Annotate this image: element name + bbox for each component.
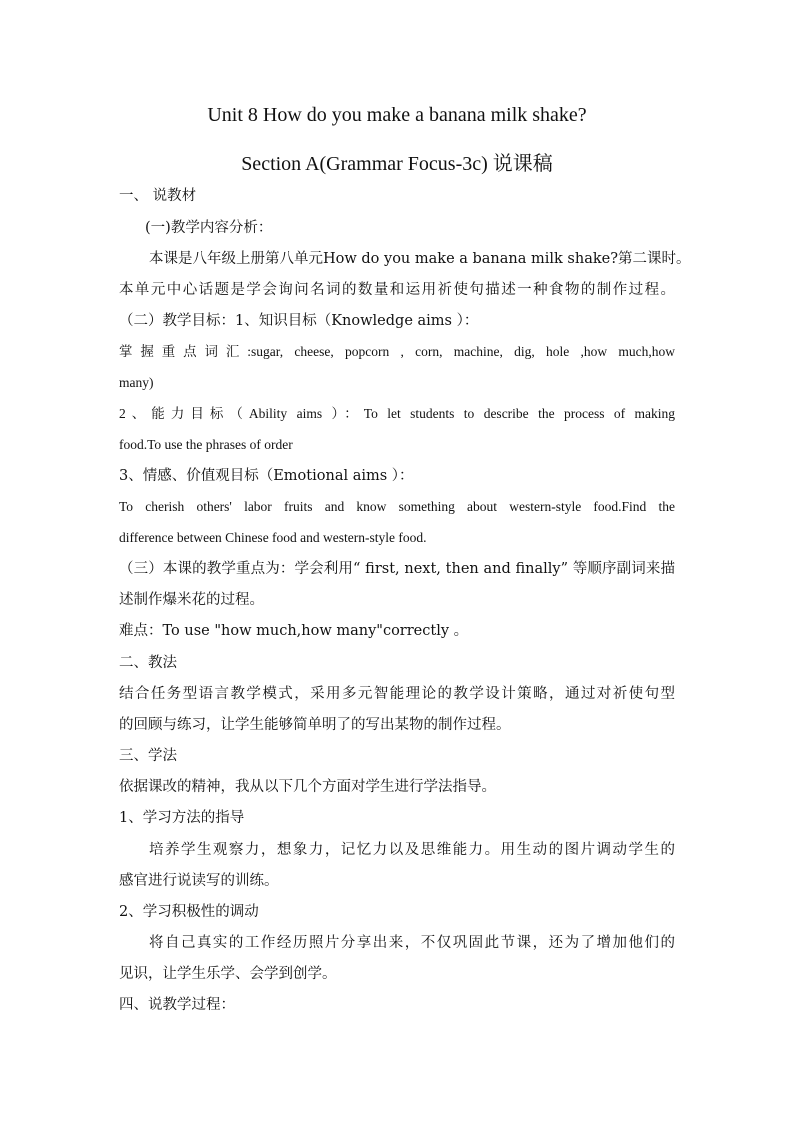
paragraph-line: difference between Chinese food and western-style food. bbox=[119, 530, 427, 545]
subsection-heading: （二）教学目标：1、知识目标（Knowledge aims ）： bbox=[119, 313, 479, 329]
paragraph-line: 难点：To use "how much,how many"correctly 。 bbox=[119, 623, 469, 639]
paragraph-line: 述制作爆米花的过程。 bbox=[119, 592, 264, 608]
paragraph-line: （三）本课的教学重点为：学会利用“ first, next, then and finally” 等顺序副词来描 bbox=[119, 561, 675, 577]
list-item-heading: 1、学习方法的指导 bbox=[119, 810, 245, 826]
paragraph-line: 2、能力目标（Ability aims ）：To let students to describe the process of making bbox=[119, 406, 675, 421]
paragraph-line: 3、情感、价值观目标（Emotional aims ）： bbox=[119, 468, 414, 484]
section-heading-1: 一、 说教材 bbox=[119, 188, 197, 204]
paragraph-line: 的回顾与练习，让学生能够简单明了的写出某物的制作过程。 bbox=[119, 717, 511, 733]
paragraph-line: many) bbox=[119, 375, 154, 390]
paragraph-line: 见识，让学生乐学、会学到创学。 bbox=[119, 966, 337, 982]
list-item-heading: 2、学习积极性的调动 bbox=[119, 904, 259, 920]
paragraph-line: 结合任务型语言教学模式，采用多元智能理论的教学设计策略，通过对祈使句型 bbox=[119, 686, 675, 702]
paragraph-line: 掌握重点词汇:sugar, cheese, popcorn , corn, machine, dig, hole ,how much,how bbox=[119, 344, 675, 359]
paragraph-line: 本单元中心话题是学会询问名词的数量和运用祈使句描述一种食物的制作过程。 bbox=[119, 282, 675, 298]
paragraph-line: 将自己真实的工作经历照片分享出来，不仅巩固此节课，还为了增加他们的 bbox=[149, 935, 675, 951]
paragraph-line: 培养学生观察力，想象力，记忆力以及思维能力。用生动的图片调动学生的 bbox=[149, 842, 675, 858]
section-heading-4: 四、说教学过程： bbox=[119, 997, 235, 1013]
paragraph-line: 本课是八年级上册第八单元How do you make a banana milk shake?第二课时。 bbox=[149, 251, 691, 267]
document-subtitle: Section A(Grammar Focus-3c) 说课稿 bbox=[241, 153, 553, 175]
paragraph-line: 感官进行说读写的训练。 bbox=[119, 873, 279, 889]
subsection-heading: (一)教学内容分析： bbox=[145, 220, 273, 236]
section-heading-3: 三、学法 bbox=[119, 748, 177, 764]
document-title: Unit 8 How do you make a banana milk shake? bbox=[207, 104, 587, 126]
paragraph-line: To cherish others' labor fruits and know something about western-style food.Find the bbox=[119, 499, 675, 514]
paragraph-line: 依据课改的精神，我从以下几个方面对学生进行学法指导。 bbox=[119, 779, 496, 795]
section-heading-2: 二、教法 bbox=[119, 655, 177, 671]
paragraph-line: food.To use the phrases of order bbox=[119, 437, 293, 452]
